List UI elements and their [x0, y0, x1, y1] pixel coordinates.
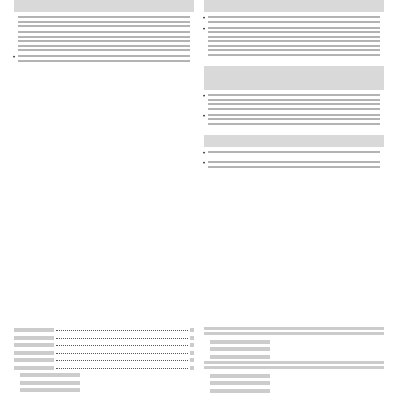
- toc-entry: [14, 341, 194, 347]
- toc-entry-title: [14, 336, 54, 340]
- toc-sub-entry: [14, 379, 194, 385]
- toc-sub-entry: [204, 372, 384, 378]
- toc-entry: [204, 360, 384, 370]
- toc-entry: [14, 356, 194, 362]
- right-section-2-paragraph-1: [208, 94, 380, 110]
- right-section-2-heading: [204, 66, 384, 90]
- toc-entry: [14, 349, 194, 355]
- right-section-1-heading: [204, 0, 384, 12]
- toc-entry-title: [20, 388, 80, 392]
- toc-sub-entry: [204, 345, 384, 351]
- toc-entry: [14, 334, 194, 340]
- toc-sub-entry: [204, 353, 384, 359]
- toc-entry-title: [210, 374, 270, 378]
- toc-right: [204, 326, 384, 394]
- left-paragraph-3: [18, 55, 190, 62]
- toc-sub-entry: [14, 371, 194, 377]
- right-section-2-paragraph-2: [208, 114, 380, 125]
- right-section-3-paragraph-1: [208, 151, 380, 157]
- toc-sub-entry: [204, 387, 384, 393]
- toc-sub-entry: [14, 386, 194, 392]
- toc-sub-entry: [204, 338, 384, 344]
- toc-entry-title: [14, 358, 54, 362]
- left-paragraph-1: [18, 16, 190, 27]
- toc-entry-title: [210, 355, 270, 359]
- toc-entry-title: [210, 340, 270, 344]
- toc-entry-title: [14, 366, 54, 370]
- left-paragraph-2: [18, 31, 190, 51]
- right-section-3-paragraph-2: [208, 161, 380, 168]
- toc-entry: [204, 326, 384, 336]
- toc-entry-title: [14, 343, 54, 347]
- toc-entry-title: [210, 389, 270, 393]
- toc-sub-entry: [204, 379, 384, 385]
- toc-entry: [14, 326, 194, 332]
- toc-entry-title: [210, 381, 270, 385]
- left-column: [14, 0, 194, 64]
- toc-entry-title: [14, 328, 54, 332]
- toc-left: [14, 326, 194, 394]
- left-section-heading: [14, 0, 194, 12]
- right-section-1-paragraph-1: [208, 16, 380, 23]
- toc-entry-title: [20, 373, 80, 377]
- toc-entry-title: [20, 381, 80, 385]
- right-section-1-paragraph-2: [208, 27, 380, 56]
- toc-entry-title: [210, 347, 270, 351]
- toc-entry: [14, 364, 194, 370]
- toc-entry-title: [14, 351, 54, 355]
- right-section-3-heading: [204, 135, 384, 147]
- right-column: [204, 0, 384, 170]
